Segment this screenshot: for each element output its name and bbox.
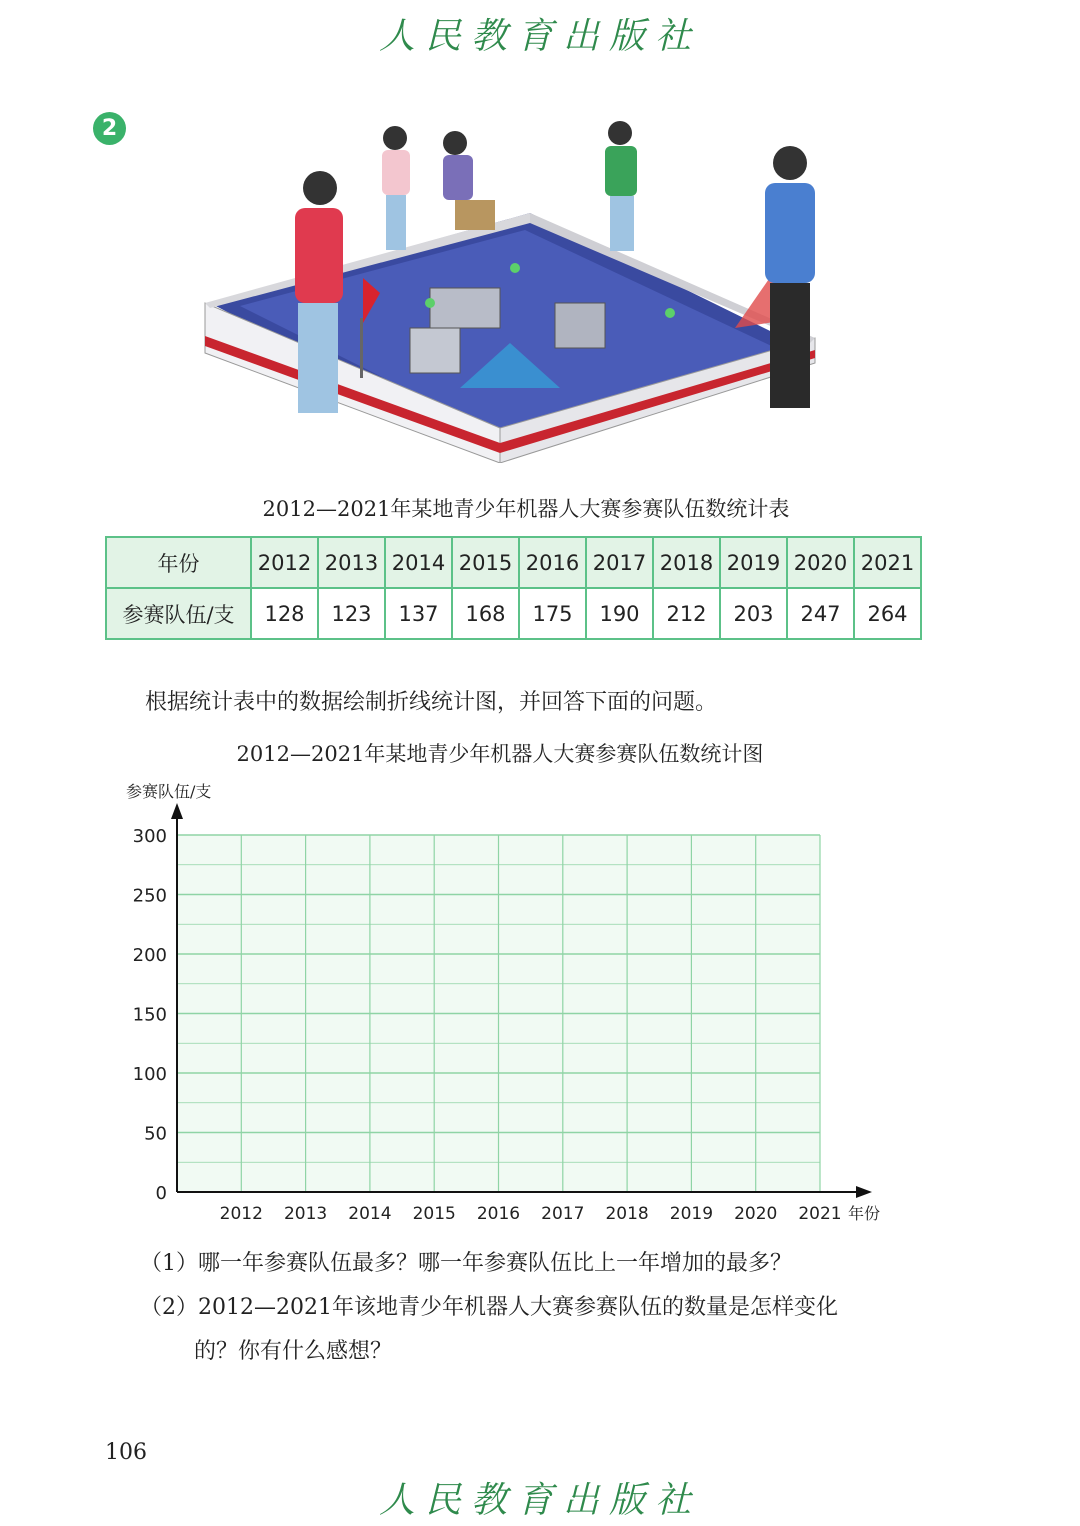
teams-cell: 203: [720, 588, 787, 639]
x-tick-label: 2017: [541, 1204, 585, 1224]
question-2-label: （2）: [140, 1295, 198, 1320]
year-cell: 2018: [653, 537, 720, 588]
teams-cell: 168: [452, 588, 519, 639]
y-tick-label: 100: [132, 1064, 167, 1085]
instruction-text: 根据统计表中的数据绘制折线统计图，并回答下面的问题。: [145, 690, 718, 715]
y-tick-label: 200: [132, 945, 167, 966]
question-2: [140, 1286, 960, 1374]
year-cell: 2019: [720, 537, 787, 588]
x-tick-label: 2014: [348, 1204, 392, 1224]
robot-competition-illustration: [200, 118, 820, 463]
y-tick-label: 50: [144, 1123, 167, 1145]
year-cell: 2014: [385, 537, 452, 588]
teams-cell: 190: [586, 588, 653, 639]
question-1: [140, 1242, 792, 1286]
teams-cell: 247: [787, 588, 854, 639]
table-row-teams: [106, 588, 921, 639]
x-tick-label: 2013: [283, 1204, 328, 1224]
blank-line-chart-grid: [110, 775, 910, 1235]
question-2-continuation: 的？你有什么感想？: [194, 1339, 393, 1364]
question-1-label: （1）: [140, 1251, 198, 1276]
x-tick-label: 2012: [219, 1204, 263, 1224]
teams-cell: 123: [318, 588, 385, 639]
teams-cell: 137: [385, 588, 452, 639]
question-1-text: 哪一年参赛队伍最多？哪一年参赛队伍比上一年增加的最多？: [198, 1251, 793, 1276]
publisher-header: 人民教育出版社: [378, 16, 701, 57]
x-tick-label: 2021: [798, 1204, 842, 1224]
table-title: 2012—2021年某地青少年机器人大赛参赛队伍数统计表: [262, 497, 790, 521]
table-row-years: [106, 537, 921, 588]
y-tick-label: 150: [132, 1004, 167, 1026]
year-cell: 2015: [452, 537, 519, 588]
year-cell: 2017: [586, 537, 653, 588]
y-tick-label: 300: [132, 826, 167, 847]
x-tick-label: 2019: [669, 1204, 714, 1224]
x-axis-label: 年份: [848, 1204, 881, 1223]
y-axis-label: 参赛队伍/支: [126, 782, 212, 801]
x-tick-label: 2018: [605, 1204, 649, 1224]
teams-cell: 175: [519, 588, 586, 639]
x-axis-arrow: [856, 1186, 872, 1198]
publisher-footer: 人民教育出版社: [378, 1480, 701, 1521]
teams-cell: 212: [653, 588, 720, 639]
y-tick-label: 250: [132, 885, 167, 907]
row-header-year: 年份: [106, 537, 251, 588]
page-number: 106: [105, 1440, 147, 1465]
year-cell: 2016: [519, 537, 586, 588]
data-table: [105, 536, 922, 640]
chart-title: 2012—2021年某地青少年机器人大赛参赛队伍数统计图: [236, 742, 764, 766]
year-cell: 2012: [251, 537, 318, 588]
teams-cell: 264: [854, 588, 921, 639]
y-axis-arrow: [171, 803, 183, 819]
x-tick-label: 2016: [476, 1204, 521, 1224]
year-cell: 2020: [787, 537, 854, 588]
x-tick-label: 2020: [734, 1204, 778, 1224]
problem-number-badge: 2: [93, 112, 126, 145]
row-header-teams: 参赛队伍/支: [106, 588, 251, 639]
teams-cell: 128: [251, 588, 318, 639]
y-tick-label: 0: [155, 1183, 167, 1204]
year-cell: 2021: [854, 537, 921, 588]
year-cell: 2013: [318, 537, 385, 588]
x-tick-label: 2015: [412, 1204, 456, 1224]
question-2-text: 2012—2021年该地青少年机器人大赛参赛队伍的数量是怎样变化: [198, 1295, 838, 1320]
